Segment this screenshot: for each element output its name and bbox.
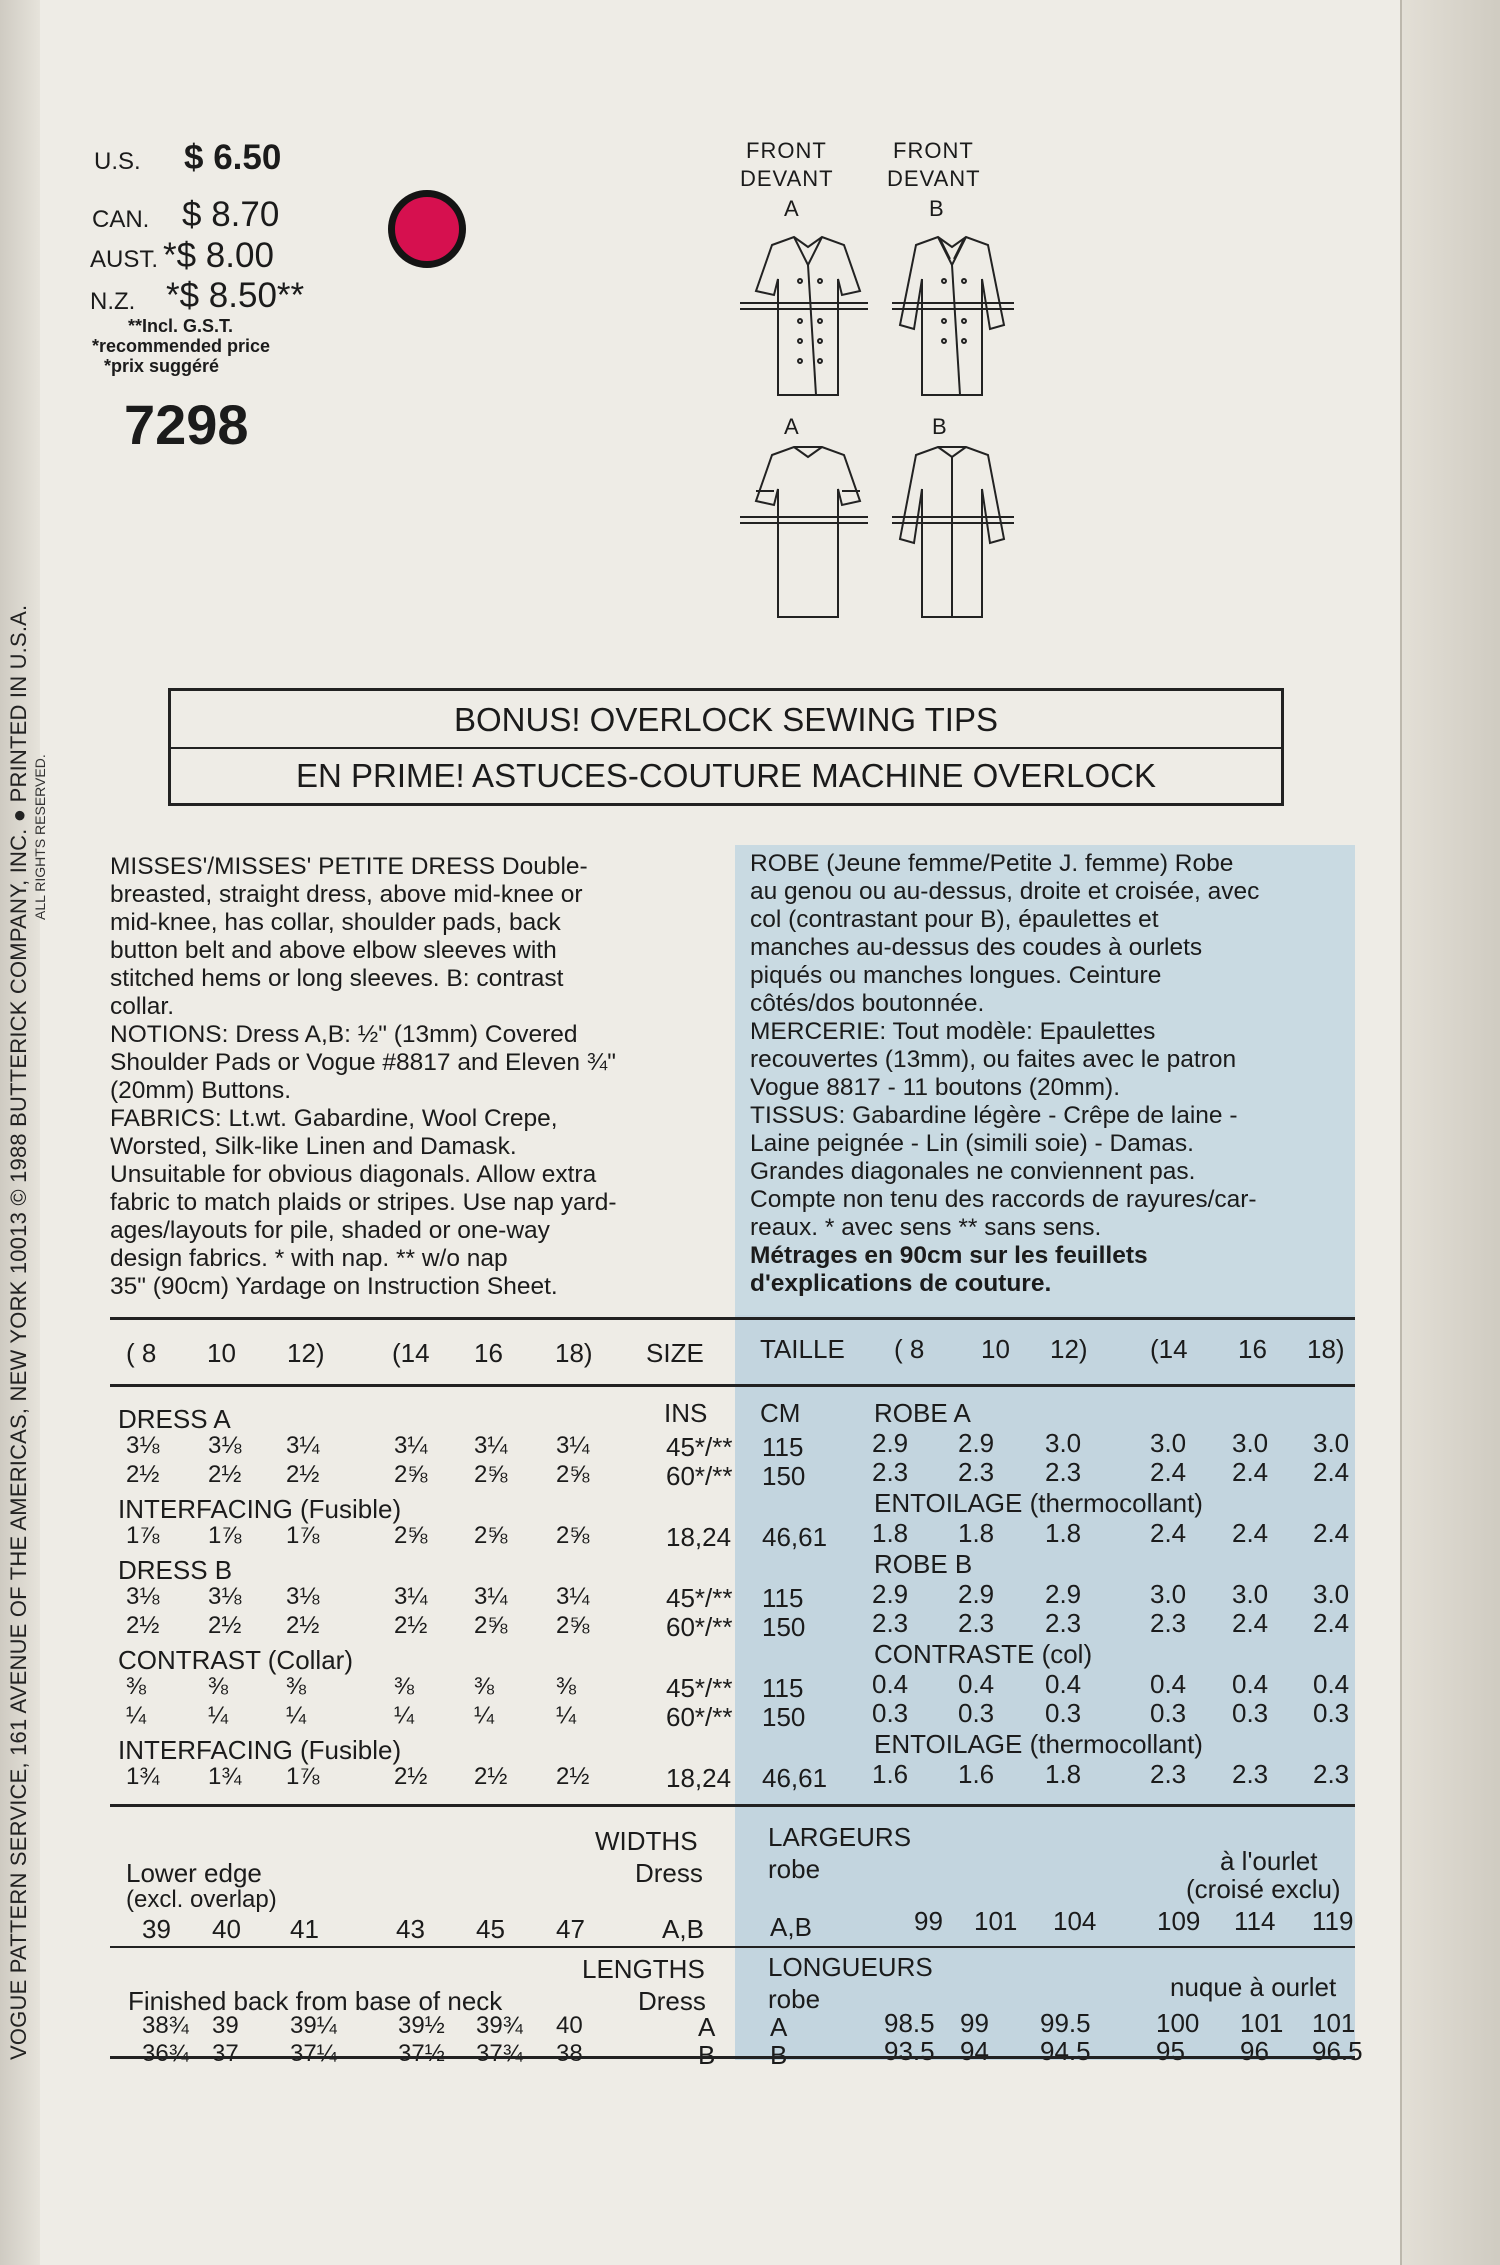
price-note-recommended: *recommended price	[92, 336, 271, 356]
price-nz: *$ 8.50**	[166, 276, 305, 315]
length-view-fr: A	[770, 2012, 788, 2042]
metrage-cell: 2.4	[1150, 1518, 1187, 1548]
desc-en-line-10: FABRICS: Lt.wt. Gabardine, Wool Crepe,	[110, 1105, 558, 1132]
price-can: $ 8.70	[182, 195, 280, 234]
metrage-cell: 2.3	[1232, 1759, 1269, 1789]
metrage-cell: 2.3	[872, 1608, 909, 1638]
metrage-cell: 2.3	[872, 1457, 909, 1487]
size-en-14: (14	[392, 1338, 430, 1368]
lengths-dress: Dress	[638, 1986, 706, 2016]
yardage-cell: 2⅝	[474, 1522, 508, 1549]
nuque-ourlet-label: nuque à ourlet	[1170, 1972, 1337, 2002]
desc-en-line-1: MISSES'/MISSES' PETITE DRESS Double-	[110, 853, 588, 880]
length-value-fr: 101	[1312, 2008, 1356, 2038]
longueurs-robe: robe	[768, 1984, 821, 2014]
section-title-en: INTERFACING (Fusible)	[118, 1735, 402, 1765]
width-value-fr: 109	[1157, 1906, 1201, 1936]
length-value-en: 40	[556, 2012, 583, 2039]
metrage-cell: 1.8	[958, 1518, 995, 1548]
desc-en-line-6: collar.	[110, 993, 175, 1020]
metrage-cell: 3.0	[1313, 1579, 1350, 1609]
desc-fr-line-3: col (contrastant pour B), épaulettes et	[750, 906, 1159, 933]
yardage-cell: ¼	[286, 1702, 307, 1729]
yardage-cell: 2½	[286, 1612, 320, 1639]
length-value-en: 37	[212, 2040, 239, 2067]
desc-fr-line-14: reaux. * avec sens ** sans sens.	[750, 1214, 1102, 1241]
yardage-cell: ¼	[474, 1702, 495, 1729]
desc-fr-line-9: Vogue 8817 - 11 boutons (20mm).	[750, 1074, 1121, 1101]
desc-en-line-9: (20mm) Buttons.	[110, 1077, 292, 1104]
length-value-en: 39¼	[290, 2012, 337, 2039]
section-title-fr: ROBE A	[874, 1398, 971, 1428]
desc-en-line-4: button belt and above elbow sleeves with	[110, 937, 557, 964]
desc-fr-line-4: manches au-dessus des coudes à ourlets	[750, 934, 1203, 961]
size-fr-8: ( 8	[894, 1334, 925, 1364]
section-title-fr: ROBE B	[874, 1549, 973, 1579]
yardage-cell: ⅜	[208, 1673, 229, 1700]
yardage-cell: 3⅛	[126, 1583, 160, 1610]
metrage-cell: 2.9	[872, 1579, 909, 1609]
yardage-cell: 3¼	[556, 1583, 590, 1610]
metrage-cell: 3.0	[1232, 1579, 1269, 1609]
width-inches-cell: 18,24	[666, 1522, 732, 1552]
metrage-cell: 2.3	[1150, 1608, 1187, 1638]
width-value-en: 43	[396, 1914, 425, 1944]
desc-fr-line-13: Compte non tenu des raccords de rayures/car-	[750, 1186, 1257, 1213]
width-inches-cell: 60*/**	[666, 1612, 733, 1642]
metrage-cell: 1.8	[872, 1518, 909, 1548]
metrage-cell: 2.4	[1313, 1518, 1350, 1548]
desc-en-line-8: Shoulder Pads or Vogue #8817 and Eleven ¾"	[110, 1049, 616, 1076]
size-fr-16: 16	[1238, 1334, 1267, 1364]
metrage-cell: 0.4	[958, 1669, 995, 1699]
metrage-cell: 0.3	[872, 1698, 909, 1728]
yardage-cell: 2½	[126, 1612, 160, 1639]
width-value-fr: 104	[1053, 1906, 1097, 1936]
yardage-cell: ⅜	[474, 1673, 495, 1700]
size-en-18: 18)	[555, 1338, 593, 1368]
metrage-cell: 0.4	[1313, 1669, 1350, 1699]
metrage-cell: 2.4	[1232, 1457, 1269, 1487]
width-cm-cell: 46,61	[762, 1763, 828, 1793]
section-title-fr: ENTOILAGE (thermocollant)	[874, 1729, 1203, 1759]
width-inches-cell: 60*/**	[666, 1702, 733, 1732]
yardage-cell: 1⅞	[286, 1522, 320, 1549]
length-value-en: 36¾	[142, 2040, 189, 2067]
taille-label: TAILLE	[760, 1334, 845, 1364]
yardage-cell: 2⅝	[474, 1612, 508, 1639]
metrage-cell: 3.0	[1045, 1428, 1082, 1458]
view-b-label: B	[929, 196, 944, 221]
front-view-a-sketch	[740, 237, 868, 395]
section-title-en: INTERFACING (Fusible)	[118, 1494, 402, 1524]
croise-exclu-label: (croisé exclu)	[1186, 1874, 1341, 1904]
desc-fr-line-12: Grandes diagonales ne conviennent pas.	[750, 1158, 1196, 1185]
desc-en-line-14: ages/layouts for pile, shaded or one-way	[110, 1217, 550, 1244]
metrage-cell: 0.4	[1150, 1669, 1187, 1699]
metrage-cell: 1.8	[1045, 1759, 1082, 1789]
price-country-us: U.S.	[94, 148, 141, 175]
yardage-cell: 3⅛	[208, 1583, 242, 1610]
section-title-en: DRESS A	[118, 1404, 231, 1434]
width-inches-cell: 45*/**	[666, 1432, 733, 1462]
metrage-cell: 0.4	[872, 1669, 909, 1699]
red-dot-marker	[388, 190, 466, 268]
header-bottom-rule	[110, 1384, 1355, 1387]
table-top-rule	[110, 1317, 1355, 1320]
back-view-b-sketch	[892, 447, 1014, 617]
desc-fr-line-6: côtés/dos boutonnée.	[750, 990, 985, 1017]
width-value-en: 45	[476, 1914, 505, 1944]
width-inches-cell: 18,24	[666, 1763, 732, 1793]
length-value-fr: 94	[960, 2036, 989, 2066]
price-country-can: CAN.	[92, 206, 150, 233]
desc-en-line-13: fabric to match plaids or stripes. Use nap yard-	[110, 1189, 617, 1216]
front-view-b-sketch	[892, 237, 1014, 395]
size-fr-10: 10	[981, 1334, 1010, 1364]
front-label-b: FRONT	[893, 138, 974, 163]
widths-dress: Dress	[635, 1858, 703, 1888]
section-title-en: DRESS B	[118, 1555, 233, 1585]
metrage-cell: 2.3	[1045, 1457, 1082, 1487]
width-value-fr: 119	[1312, 1906, 1354, 1936]
yardage-cell: 3¼	[394, 1432, 428, 1459]
section-title-fr: ENTOILAGE (thermocollant)	[874, 1488, 1203, 1518]
metrage-cell: 2.9	[872, 1428, 909, 1458]
width-cm-cell: 150	[762, 1461, 806, 1491]
yardage-cell: 1¾	[126, 1763, 160, 1790]
desc-fr-line-10: TISSUS: Gabardine légère - Crêpe de laine -	[750, 1102, 1238, 1129]
devant-label-a: DEVANT	[740, 166, 834, 191]
bonus-banner-divider	[171, 747, 1281, 749]
cm-header: CM	[760, 1398, 801, 1428]
length-value-fr: 93.5	[884, 2036, 935, 2066]
desc-fr-line-11: Laine peignée - Lin (simili soie) - Damas.	[750, 1130, 1194, 1157]
back-view-a-label: A	[784, 414, 799, 439]
desc-en-line-16: 35" (90cm) Yardage on Instruction Sheet.	[110, 1273, 558, 1300]
ourlet-label: à l'ourlet	[1220, 1846, 1318, 1876]
length-value-en: 37¾	[476, 2040, 523, 2067]
length-value-fr: 98.5	[884, 2008, 935, 2038]
ins-header: INS	[664, 1398, 708, 1428]
metrage-cell: 1.8	[1045, 1518, 1082, 1548]
metrage-cell: 3.0	[1232, 1428, 1269, 1458]
yardage-cell: 2½	[394, 1612, 428, 1639]
lower-edge-label: Lower edge	[126, 1858, 262, 1888]
desc-fr-line-15: Métrages en 90cm sur les feuillets	[750, 1242, 1148, 1269]
price-aust: *$ 8.00	[163, 236, 274, 275]
rights-line: ALL RIGHTS RESERVED.	[32, 754, 48, 920]
size-en-10: 10	[207, 1338, 236, 1368]
back-view-a-sketch	[740, 447, 868, 617]
metrage-cell: 2.9	[958, 1579, 995, 1609]
metrage-cell: 2.9	[1045, 1579, 1082, 1609]
desc-en-line-15: design fabrics. * with nap. ** w/o nap	[110, 1245, 508, 1272]
widths-bottom-rule	[110, 1946, 1355, 1948]
bonus-line-en: BONUS! OVERLOCK SEWING TIPS	[453, 701, 998, 738]
length-view-fr: B	[770, 2040, 788, 2070]
metrage-cell: 0.3	[1150, 1698, 1187, 1728]
desc-fr-line-7: MERCERIE: Tout modèle: Epaulettes	[750, 1018, 1156, 1045]
width-value-fr: 99	[914, 1906, 943, 1936]
lengths-bottom-rule	[110, 2056, 1355, 2059]
width-value-en: 41	[290, 1914, 319, 1944]
size-label: SIZE	[646, 1338, 704, 1368]
garment-sketches-svg	[720, 225, 1020, 625]
metrage-cell: 2.3	[1150, 1759, 1187, 1789]
yardage-cell: 2½	[208, 1612, 242, 1639]
pattern-number: 7298	[124, 393, 249, 456]
yardage-cell: 3¼	[474, 1583, 508, 1610]
length-value-en: 38¾	[142, 2012, 189, 2039]
metrage-cell: 2.3	[958, 1608, 995, 1638]
yardage-cell: 2½	[556, 1763, 590, 1790]
size-en-12: 12)	[287, 1338, 325, 1368]
desc-fr-line-8: recouvertes (13mm), ou faites avec le patron	[750, 1046, 1237, 1073]
desc-fr-line-2: au genou ou au-dessus, droite et croisée, avec	[750, 878, 1260, 905]
yardage-bottom-rule	[110, 1804, 1355, 1807]
width-cm-cell: 115	[762, 1673, 804, 1703]
length-value-fr: 96.5	[1312, 2036, 1363, 2066]
publisher-line: VOGUE PATTERN SERVICE, 161 AVENUE OF THE AMERICAS, NEW YORK 10013 © 1988 BUTTERICK COMPANY, INC. ● PRINTED IN U.S.A.	[6, 604, 31, 2060]
finished-back-label: Finished back from base of neck	[128, 1986, 503, 2016]
desc-en-line-12: Unsuitable for obvious diagonals. Allow extra	[110, 1161, 597, 1188]
metrage-cell: 2.3	[958, 1457, 995, 1487]
desc-fr-line-16: d'explications de couture.	[750, 1270, 1052, 1297]
yardage-cell: 3⅛	[286, 1583, 320, 1610]
back-view-b-label: B	[932, 414, 947, 439]
metrage-cell: 2.4	[1313, 1608, 1350, 1638]
length-value-fr: 96	[1240, 2036, 1269, 2066]
metrage-cell: 2.4	[1232, 1518, 1269, 1548]
length-value-fr: 99.5	[1040, 2008, 1091, 2038]
size-en-16: 16	[474, 1338, 503, 1368]
length-value-en: 39¾	[476, 2012, 523, 2039]
yardage-cell: ¼	[208, 1702, 229, 1729]
yardage-cell: 3¼	[474, 1432, 508, 1459]
metrage-cell: 0.3	[1045, 1698, 1082, 1728]
width-cm-cell: 115	[762, 1432, 804, 1462]
yardage-cell: ⅜	[126, 1673, 147, 1700]
width-value-en: 39	[142, 1914, 171, 1944]
length-value-en: 37½	[398, 2040, 445, 2067]
yardage-cell: 3¼	[286, 1432, 320, 1459]
yardage-cell: 2⅝	[394, 1522, 428, 1549]
width-cm-cell: 46,61	[762, 1522, 828, 1552]
yardage-cell: 3⅛	[126, 1432, 160, 1459]
size-fr-18: 18)	[1307, 1334, 1345, 1364]
largeurs-robe: robe	[768, 1854, 821, 1884]
view-a-label: A	[784, 196, 799, 221]
metrage-cell: 0.4	[1232, 1669, 1269, 1699]
metrage-cell: 2.3	[1045, 1608, 1082, 1638]
section-title-en: CONTRAST (Collar)	[118, 1645, 353, 1675]
size-en-8: ( 8	[126, 1338, 157, 1368]
metrage-cell: 0.4	[1045, 1669, 1082, 1699]
metrage-cell: 1.6	[958, 1759, 995, 1789]
bonus-line-fr: EN PRIME! ASTUCES-COUTURE MACHINE OVERLOCK	[296, 757, 1156, 794]
metrage-cell: 1.6	[872, 1759, 909, 1789]
metrage-cell: 2.4	[1313, 1457, 1350, 1487]
length-value-fr: 100	[1156, 2008, 1200, 2038]
length-view-en: B	[698, 2040, 716, 2070]
yardage-cell: ⅜	[394, 1673, 415, 1700]
yardage-cell: 2⅝	[474, 1461, 508, 1488]
section-title-fr: CONTRASTE (col)	[874, 1639, 1093, 1669]
yardage-cell: 1⅞	[286, 1763, 320, 1790]
size-fr-14: (14	[1150, 1334, 1188, 1364]
length-value-fr: 94.5	[1040, 2036, 1091, 2066]
yardage-cell: 2½	[286, 1461, 320, 1488]
envelope-right-flap	[1400, 0, 1500, 2265]
metrage-cell: 3.0	[1150, 1428, 1187, 1458]
yardage-cell: 3⅛	[208, 1432, 242, 1459]
length-value-en: 37¼	[290, 2040, 337, 2067]
desc-fr-line-5: piqués ou manches longues. Ceinture	[750, 962, 1162, 989]
yardage-cell: ¼	[556, 1702, 577, 1729]
metrage-cell: 3.0	[1150, 1579, 1187, 1609]
yardage-cell: ¼	[126, 1702, 147, 1729]
widths-title: WIDTHS	[595, 1826, 698, 1856]
desc-fr-line-1: ROBE (Jeune femme/Petite J. femme) Robe	[750, 850, 1234, 877]
excl-overlap-label: (excl. overlap)	[126, 1886, 277, 1913]
yardage-cell: 3¼	[556, 1432, 590, 1459]
yardage-cell: ⅜	[556, 1673, 577, 1700]
width-inches-cell: 45*/**	[666, 1673, 733, 1703]
length-value-en: 38	[556, 2040, 583, 2067]
price-country-nz: N.Z.	[90, 288, 136, 315]
desc-en-line-2: breasted, straight dress, above mid-knee or	[110, 881, 583, 908]
metrage-cell: 3.0	[1313, 1428, 1350, 1458]
width-value-en: 40	[212, 1914, 241, 1944]
longueurs-title: LONGUEURS	[768, 1952, 933, 1982]
yardage-cell: 2⅝	[556, 1612, 590, 1639]
width-cm-cell: 150	[762, 1702, 806, 1732]
metrage-cell: 2.9	[958, 1428, 995, 1458]
devant-label-b: DEVANT	[887, 166, 981, 191]
desc-en-line-5: stitched hems or long sleeves. B: contrast	[110, 965, 564, 992]
bonus-banner	[168, 688, 1284, 806]
yardage-cell: 2½	[474, 1763, 508, 1790]
yardage-cell: 2⅝	[556, 1522, 590, 1549]
size-fr-12: 12)	[1050, 1334, 1088, 1364]
yardage-cell: 2½	[394, 1763, 428, 1790]
length-value-en: 39	[212, 2012, 239, 2039]
front-label-a: FRONT	[746, 138, 827, 163]
width-view-fr: A,B	[770, 1912, 812, 1942]
width-value-en: 47	[556, 1914, 585, 1944]
yardage-cell: 1⅞	[126, 1522, 160, 1549]
lengths-title: LENGTHS	[582, 1954, 705, 1984]
yardage-cell: 2⅝	[556, 1461, 590, 1488]
length-value-fr: 101	[1240, 2008, 1284, 2038]
desc-en-line-3: mid-knee, has collar, shoulder pads, back	[110, 909, 561, 936]
width-cm-cell: 115	[762, 1583, 804, 1613]
desc-en-line-11: Worsted, Silk-like Linen and Damask.	[110, 1133, 517, 1160]
length-value-fr: 95	[1156, 2036, 1185, 2066]
yardage-cell: 3¼	[394, 1583, 428, 1610]
width-view-en: A,B	[662, 1914, 704, 1944]
desc-en-line-7: NOTIONS: Dress A,B: ½" (13mm) Covered	[110, 1021, 578, 1048]
width-inches-cell: 45*/**	[666, 1583, 733, 1613]
yardage-cell: 1¾	[208, 1763, 242, 1790]
length-value-en: 39½	[398, 2012, 445, 2039]
yardage-cell: 2½	[126, 1461, 160, 1488]
price-note-gst: **Incl. G.S.T.	[128, 316, 234, 336]
metrage-cell: 0.3	[1313, 1698, 1350, 1728]
width-inches-cell: 60*/**	[666, 1461, 733, 1491]
largeurs-title: LARGEURS	[768, 1822, 912, 1852]
price-country-aust: AUST.	[90, 246, 159, 273]
yardage-cell: 2½	[208, 1461, 242, 1488]
metrage-cell: 2.4	[1232, 1608, 1269, 1638]
price-us: $ 6.50	[184, 138, 282, 177]
length-value-fr: 99	[960, 2008, 989, 2038]
metrage-cell: 2.4	[1150, 1457, 1187, 1487]
yardage-cell: ¼	[394, 1702, 415, 1729]
metrage-cell: 0.3	[958, 1698, 995, 1728]
metrage-cell: 0.3	[1232, 1698, 1269, 1728]
yardage-cell: 1⅞	[208, 1522, 242, 1549]
yardage-cell: 2⅝	[394, 1461, 428, 1488]
width-cm-cell: 150	[762, 1612, 806, 1642]
price-note-suggested: *prix suggéré	[104, 356, 220, 376]
length-view-en: A	[698, 2012, 716, 2042]
yardage-cell: ⅜	[286, 1673, 307, 1700]
metrage-cell: 2.3	[1313, 1759, 1350, 1789]
width-value-fr: 114	[1234, 1906, 1276, 1936]
width-value-fr: 101	[974, 1906, 1018, 1936]
